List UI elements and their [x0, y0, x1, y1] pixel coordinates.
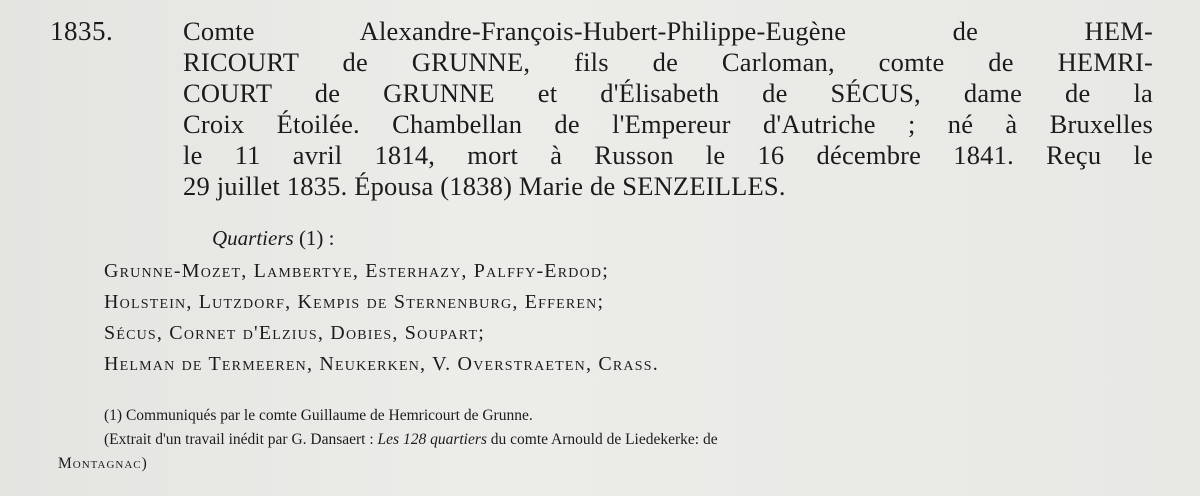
- quartiers-row: Sécus, Cornet d'Elzius, Dobies, Soupart;: [104, 322, 485, 344]
- footnotes: [58, 404, 1174, 476]
- quartiers-title: Quartiers: [212, 226, 294, 250]
- entry-paragraph: [183, 16, 1153, 202]
- extract-prefix: (Extrait d'un travail inédit par G. Dansaert :: [104, 431, 378, 448]
- quartiers-heading: [212, 226, 335, 251]
- quartiers-row: Holstein, Lutzdorf, Kempis de Sternenburg, Efferen;: [104, 291, 605, 313]
- entry-line-3: COURT de GRUNNE et d'Élisabeth de SÉCUS, dame de la: [183, 78, 1153, 108]
- quartiers-list: [104, 256, 659, 380]
- extract-continuation: Montagnac): [58, 455, 148, 472]
- quartiers-row: Grunne-Mozet, Lambertye, Esterhazy, Palffy-Erdod;: [104, 260, 609, 282]
- entry-line-4: Croix Étoilée. Chambellan de l'Empereur d'Autriche ; né à Bruxelles: [183, 109, 1153, 139]
- extract-title: Les 128 quartiers: [377, 431, 487, 448]
- quartiers-note-ref: (1) :: [298, 226, 335, 250]
- entry-line-1: Comte Alexandre-François-Hubert-Philippe-Eugène de HEM-: [183, 16, 1153, 46]
- entry-number: 1835.: [50, 16, 114, 46]
- extract-suffix: du comte Arnould de Liedekerke: de: [486, 431, 718, 448]
- quartiers-row: Helman de Termeeren, Neukerken, V. Overstraeten, Crass.: [104, 353, 659, 375]
- entry-line-2: RICOURT de GRUNNE, fils de Carloman, comte de HEMRI-: [183, 47, 1153, 77]
- footnote-1: (1) Communiqués par le comte Guillaume de Hemricourt de Grunne.: [104, 407, 533, 424]
- entry-line-6: 29 juillet 1835. Épousa (1838) Marie de SENZEILLES.: [183, 171, 786, 201]
- extract-note: [104, 428, 1174, 452]
- entry-line-5: le 11 avril 1814, mort à Russon le 16 décembre 1841. Reçu le: [183, 140, 1153, 170]
